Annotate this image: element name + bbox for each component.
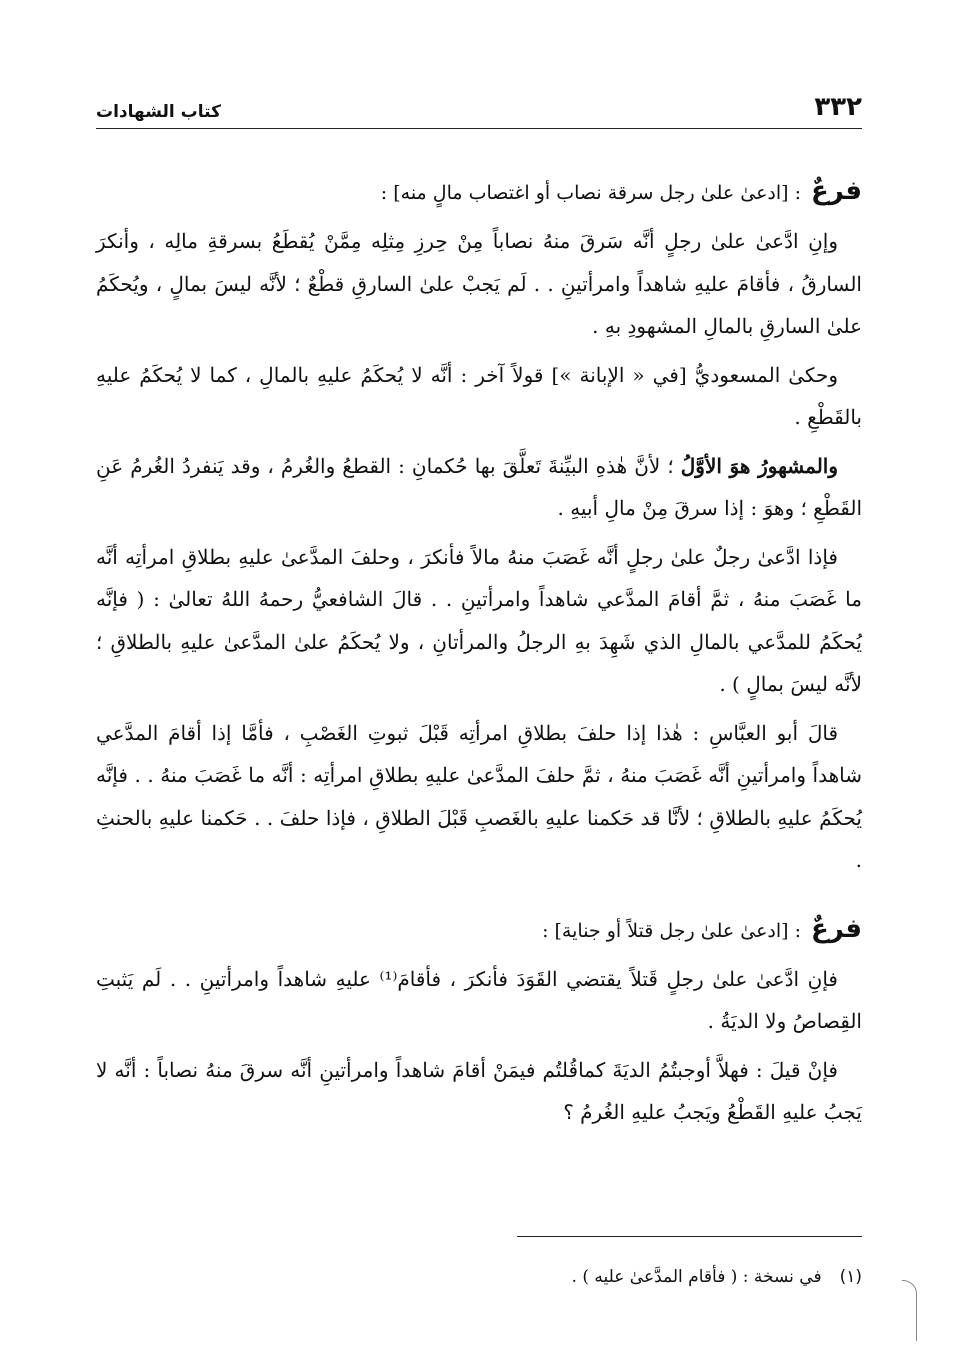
page-number: ٣٣٢ (814, 92, 862, 122)
paragraph (96, 536, 862, 706)
section-heading (96, 170, 862, 214)
section-heading (96, 908, 862, 952)
paragraph (96, 220, 862, 348)
page-header (96, 86, 862, 129)
paragraph-text: قالَ أبو العبَّاسِ : هٰذا إذا حلفَ بطلاقِ امرأتِه قَبْلَ ثبوتِ الغَصْبِ ، فأمَّا إذا أقامَ المدَّعي شاهداً وامرأتينِ أنَّه غَصَبَ منهُ ، ثمَّ حلفَ المدَّعىٰ عليهِ بطلاقِ امرأتِه : أنَّه ما غَصَبَ منهُ . . فإنَّه يُحكَمُ عليهِ بالطلاقِ ؛ لأنَّا قد حَكمنا عليهِ بالغَصبِ قَبْلَ الطلاقِ ، فإذا حلفَ . . حَكمنا عليهِ بالحنثِ . (96, 720, 862, 872)
section-label: فرعٌ (811, 913, 862, 944)
paragraph-text: ؛ لأنَّ هٰذهِ البيِّنةَ تَعلَّقَ بها حُكمانِ : القطعُ والغُرمُ ، وقد يَنفردُ الغُرمُ عَنِ القَطْعِ ؛ وهوَ : إذا سرقَ مِنْ مالِ أبيهِ . (96, 453, 862, 520)
page-corner-mark (902, 1280, 917, 1341)
footnote-text: في نسخة : ( فأقام المدَّعىٰ عليه ) . (571, 1267, 822, 1287)
paragraph-text: وإنِ ادَّعىٰ علىٰ رجلٍ أنَّه سَرقَ منهُ نصاباً مِنْ حِرزِ مِثلِه مِمَّنْ يُقطَعُ بسرقةِ مالِه ، وأنكرَ السارقُ ، فأقامَ عليهِ شاهداً وامرأتينِ . . لَم يَجبْ علىٰ السارقِ قطْعٌ ؛ لأنَّه ليسَ بمالٍ ، ويُحكَمُ علىٰ السارقِ بالمالِ المشهودِ بهِ . (96, 229, 862, 338)
running-title: كتاب الشهادات (96, 102, 221, 122)
paragraph-lead: والمشهورُ هوَ الأوَّلُ (680, 453, 838, 478)
paragraph (96, 958, 862, 1043)
paragraph (96, 1049, 862, 1134)
paragraph (96, 354, 862, 439)
footnote (96, 1262, 862, 1292)
paragraph-text: فإنْ قيلَ : فهلاَّ أوجبتُمُ الديَةَ كماقُلتُم فيمَنْ أقامَ شاهداً وامرأتينِ أنَّه سرقَ منهُ نصاباً : أنَّه لا يَجبُ عليهِ القَطْعُ ويَجبُ عليهِ الغُرمُ ؟ (96, 1057, 862, 1124)
section-title: : [ادعىٰ علىٰ رجل سرقة نصاب أو اغتصاب مالٍ منه] : (380, 182, 802, 204)
paragraph (96, 445, 862, 530)
footnote-divider (517, 1236, 862, 1237)
paragraph-text: فإذا ادَّعىٰ رجلٌ علىٰ رجلٍ أنَّه غَصَبَ منهُ مالاً فأنكرَ ، وحلفَ المدَّعىٰ عليهِ بطلاقِ امرأتِه أنَّه ما غَصَبَ منهُ ، ثمَّ أقامَ المدَّعي شاهداً وامرأتينِ . . قالَ الشافعيُّ رحمهُ اللهُ تعالىٰ : ( فإنَّه يُحكَمُ للمدَّعي بالمالِ الذي شَهِدَ بهِ الرجلُ والمرأتانِ ، ولا يُحكَمُ علىٰ المدَّعىٰ عليهِ بالطلاقِ ؛ لأنَّه ليسَ بمالٍ ) . (96, 544, 862, 696)
paragraph-text: وحكىٰ المسعوديُّ [في « الإبانة »] قولاً آخر : أنَّه لا يُحكَمُ عليهِ بالمالِ ، كما لا يُحكَمُ عليهِ بالقَطْعِ . (96, 362, 862, 429)
paragraph-text: فإنِ ادَّعىٰ علىٰ رجلٍ قَتلاً يقتضي القَوَدَ فأنكرَ ، فأقامَ⁽¹⁾ عليهِ شاهداً وامرأتينِ . . لَم يَثبتِ القِصاصُ ولا الديَةُ . (96, 966, 862, 1033)
footnote-marker: (١) (839, 1267, 862, 1287)
page-content (96, 170, 862, 1134)
section-spacer (96, 882, 862, 908)
paragraph (96, 712, 862, 882)
section-title: : [ادعىٰ علىٰ رجل قتلاً أو جناية] : (542, 919, 802, 942)
section-label: فرعٌ (811, 176, 862, 206)
